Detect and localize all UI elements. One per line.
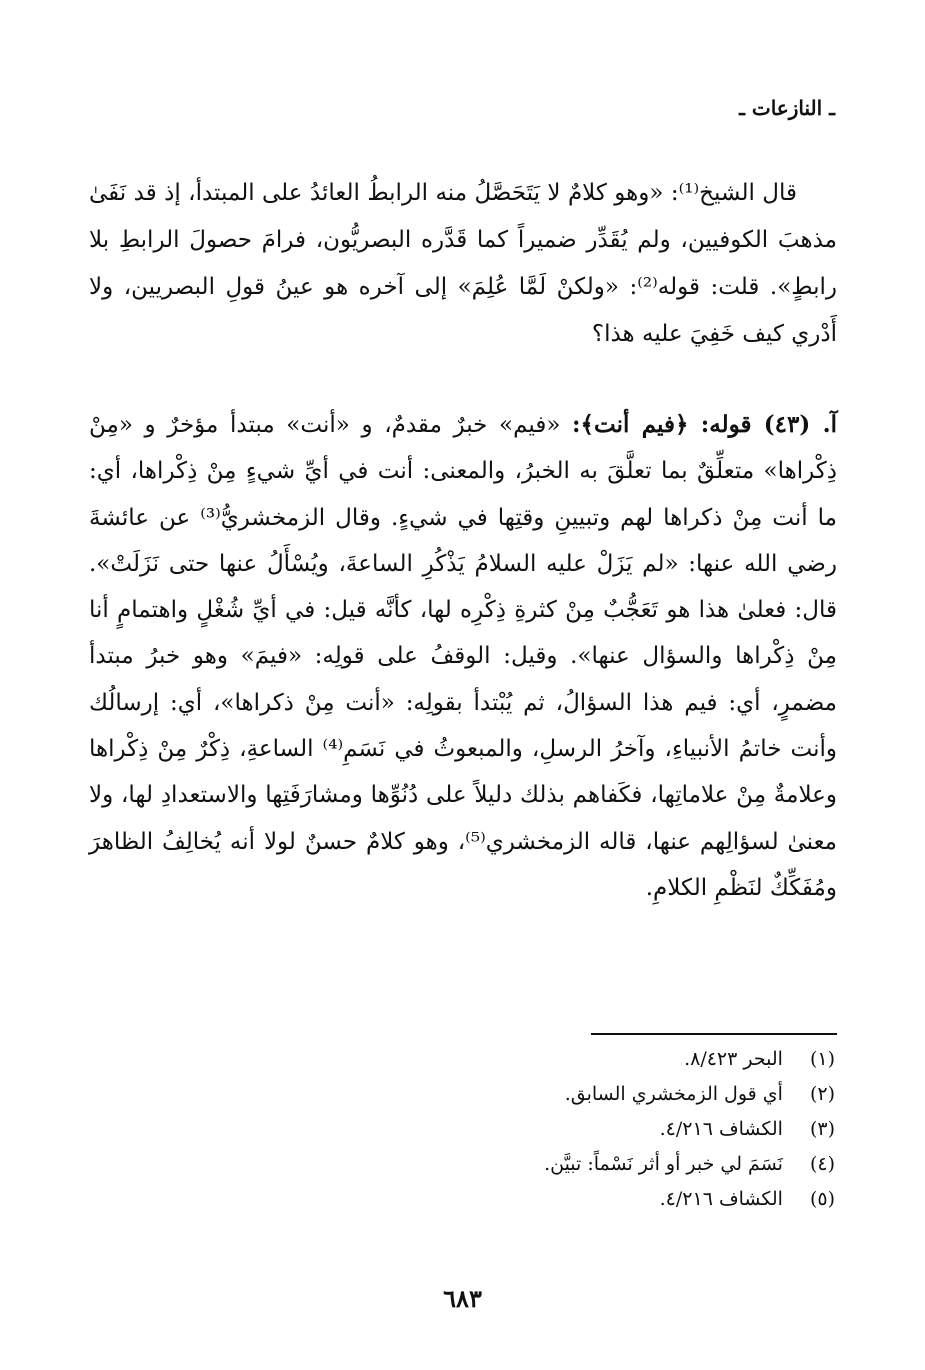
footnote-number: (٥) <box>809 1188 835 1210</box>
footnote <box>315 1042 835 1077</box>
footnote-text: نَسَمَ لي خبر أو أثر نَسْماً: تبيَّن. <box>544 1153 783 1175</box>
footnote <box>315 1077 835 1112</box>
verse-lead: آ. (٤٣) قوله: ﴿فيم أنت﴾: <box>572 411 837 438</box>
footnote-divider <box>591 1033 837 1035</box>
paragraph-1-text: قال الشيخ⁽¹⁾: «وهو كلامٌ لا يَتَحَصَّلُ منه الرابطُ العائدُ على المبتدأ، إذ قد نَفَىٰ مذهبَ الكوفيين، ولم يُقَدِّر ضميراً كما قَدَّره البصريُّون، فرامَ حصولَ الرابطِ بلا رابطٍ». قلت: قوله⁽²⁾: «ولكنْ لَمَّا عُلِمَ» إلى آخره هو عينُ قولِ البصريين، ولا أَدْري كيف خَفِيَ عليه هذا؟ <box>89 180 838 347</box>
footnotes <box>315 1042 835 1217</box>
footnote-number: (١) <box>809 1048 835 1070</box>
footnote-text: البحر ٨/٤٢٣. <box>684 1048 783 1070</box>
footnote-number: (٢) <box>809 1083 835 1105</box>
paragraph-1 <box>89 170 837 358</box>
page-number: ٦٨٣ <box>443 1284 482 1313</box>
footnote-number: (٣) <box>809 1118 835 1140</box>
footnote-text: الكشاف ٤/٢١٦. <box>659 1188 783 1210</box>
paragraph-2 <box>89 402 837 911</box>
paragraph-2-text: «فيم» خبرٌ مقدمٌ، و «أنت» مبتدأ مؤخرٌ و «مِنْ ذِكْراها» متعلِّقٌ بما تعلَّقَ به الخبرُ، والمعنى: أنت في أيِّ شيءٍ مِنْ ذِكْراها، أي: ما أنت مِنْ ذكراها لهم وتبيينِ وقتِها في شيءٍ. وقال الزمخشريُّ⁽³⁾ عن عائشةَ رضي الله عنها: «لم يَزَلْ عليه السلامُ يَذْكُرِ الساعةَ، ويُسْأَلُ عنها حتى نَزَلَتْ». قال: فعلىٰ هذا هو تَعَجُّبٌ مِنْ كثرةِ ذِكْرِه لها، كأنَّه قيل: في أيِّ شُغْلٍ واهتمامٍ أنا مِنْ ذِكْراها والسؤال عنها». وقيل: الوقفُ على قولِه: «فيمَ» وهو خبرُ مبتدأ مضمرٍ، أي: فيم هذا السؤالُ، ثم يُبْتدأ بقولِه: «أنت مِنْ ذكراها»، أي: إرسالُك وأنت خاتمُ الأنبياءِ، وآخرُ الرسلِ، والمبعوثُ في نَسَمِ⁽⁴⁾ الساعةِ، ذِكْرٌ مِنْ ذِكْراها وعلامةٌ مِنْ علاماتِها، فكَفاهم بذلك دليلاً على دُنُوِّها ومشارَفَتِها والاستعدادِ لها، ولا معنىٰ لسؤالِهم عنها، قاله الزمخشري⁽⁵⁾، وهو كلامٌ حسنٌ لولا أنه يُخالِفُ الظاهرَ ومُفَكِّكٌ لنَظْمِ الكلامِ. <box>89 412 837 901</box>
footnote <box>315 1147 835 1182</box>
footnote-number: (٤) <box>809 1153 835 1175</box>
footnote <box>315 1112 835 1147</box>
footnote <box>315 1182 835 1217</box>
footnote-text: أي قول الزمخشري السابق. <box>564 1083 783 1105</box>
footnote-text: الكشاف ٤/٢١٦. <box>659 1118 783 1140</box>
running-header: ـ النازعات ـ <box>739 96 835 120</box>
